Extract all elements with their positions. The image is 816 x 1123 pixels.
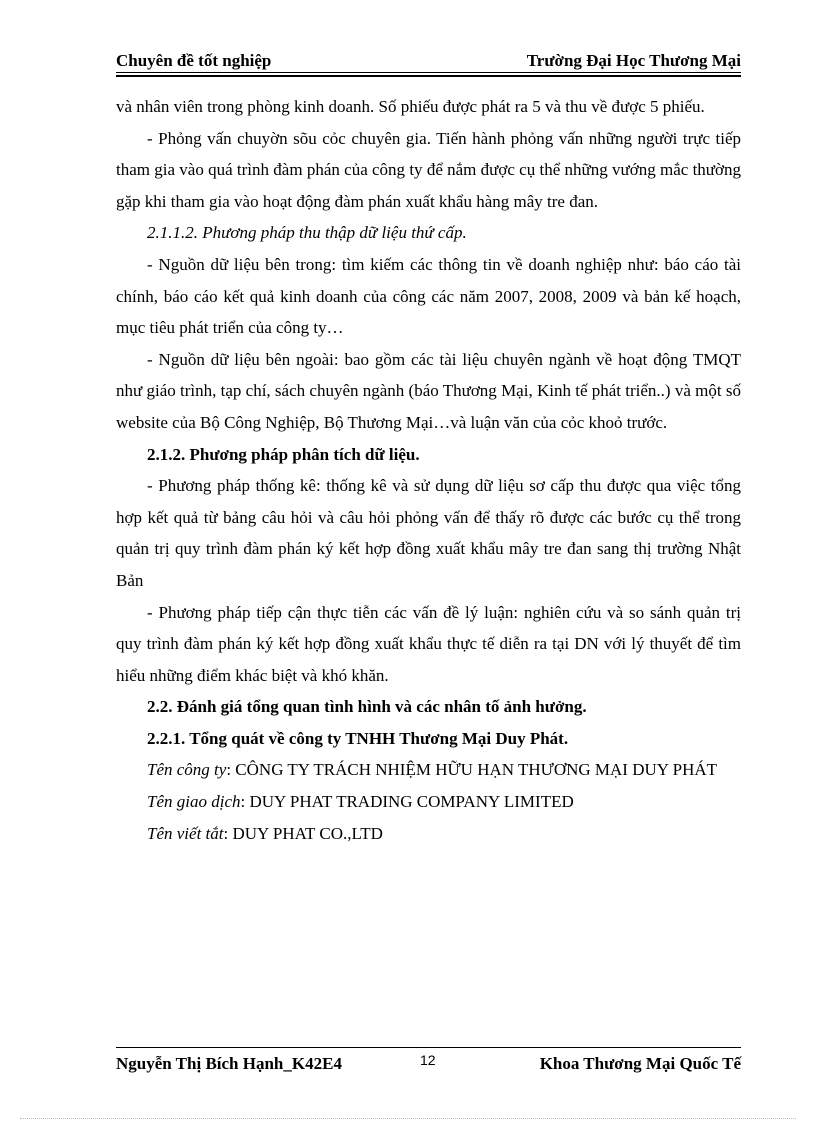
- header-left-title: Chuyên đề tốt nghiệp: [116, 51, 272, 70]
- trade-name-label: Tên giao dịch: [147, 792, 241, 812]
- paragraph-external-data: - Nguồn dữ liệu bên ngoài: bao gồm các tài liệu chuyên ngành về hoạt động TMQT như giáo trình, tạp chí, sách chuyên ngành (báo Thương Mại, Kinh tế phát triển..) và một số website của Bộ Công Nghiệp, Bộ Thương Mại…và luận văn của cỏc khoỏ trước.: [116, 349, 741, 432]
- paragraph-statistical-method: - Phương pháp thống kê: thống kê và sử dụng dữ liệu sơ cấp thu được qua việc tổng hợp kết quả từ bảng câu hỏi và câu hỏi phỏng vấn để thấy rõ được các bước cụ thể trong quản trị quy trình đàm phán ký kết hợp đồng xuất khẩu mây tre đan sang thị trường Nhật Bản: [116, 476, 741, 590]
- company-name-value: : CÔNG TY TRÁCH NHIỆM HỮU HẠN THƯƠNG MẠI DUY PHÁT: [226, 760, 718, 780]
- footer-author: Nguyễn Thị Bích Hạnh_K42E4: [116, 1054, 342, 1073]
- trade-name-line: [116, 786, 741, 818]
- paragraph-survey-staff: và nhân viên trong phòng kinh doanh. Số phiếu được phát ra 5 và thu về được 5 phiếu.: [116, 97, 705, 116]
- abbreviation-label: Tên viết tắt: [147, 823, 224, 843]
- heading-company-overview: 2.2.1. Tổng quát về công ty TNHH Thương Mại Duy Phát.: [147, 728, 569, 748]
- paragraph-internal-data: - Nguồn dữ liệu bên trong: tìm kiếm các thông tin về doanh nghiệp như: báo cáo tài chính, báo cáo kết quả kinh doanh của công các năm 2007, 2008, 2009 và bản kế hoạch, mục tiêu phát triển của công ty…: [116, 254, 741, 338]
- header-right-title: Trường Đại Học Thương Mại: [526, 51, 741, 70]
- document-body: [116, 91, 741, 849]
- company-name-label: Tên công ty: [147, 760, 227, 780]
- abbreviation-line: [116, 818, 741, 850]
- paragraph-expert-interview: - Phỏng vấn chuyờn sõu cỏc chuyên gia. Tiến hành phỏng vấn những người trực tiếp tham gia vào quá trình đàm phán của công ty để nắm được cụ thể những vướng mắc thường gặp khi tham gia vào hoạt động đàm phán xuất khẩu hàng mây tre đan.: [116, 128, 741, 211]
- page-footer: [116, 1052, 741, 1078]
- paragraph-practical-approach: - Phương pháp tiếp cận thực tiễn các vấn đề lý luận: nghiên cứu và so sánh quản trị quy trình đàm phán ký kết hợp đồng xuất khẩu thực tế diễn ra tại DN với lý thuyết để tìm hiểu những điểm khác biệt và khó khăn.: [116, 602, 741, 685]
- page-number: 12: [420, 1052, 436, 1068]
- heading-data-analysis: 2.1.2. Phương pháp phân tích dữ liệu.: [147, 444, 420, 464]
- heading-secondary-data-collection: 2.1.1.2. Phương pháp thu thập dữ liệu thứ cấp.: [147, 223, 467, 243]
- heading-overview-assessment: 2.2. Đánh giá tổng quan tình hình và các nhân tố ảnh hưởng.: [147, 697, 587, 717]
- trade-name-value: : DUY PHAT TRADING COMPANY LIMITED: [240, 792, 574, 812]
- page-bottom-dotted-border: [20, 1118, 796, 1119]
- footer-rule: [116, 1047, 741, 1048]
- abbreviation-value: : DUY PHAT CO.,LTD: [223, 823, 383, 843]
- footer-faculty: Khoa Thương Mại Quốc Tế: [539, 1054, 741, 1073]
- header-rule-thin: [116, 72, 741, 73]
- company-name-line: [116, 754, 741, 786]
- header-rule-thick: [116, 75, 741, 77]
- page-header: [116, 49, 741, 73]
